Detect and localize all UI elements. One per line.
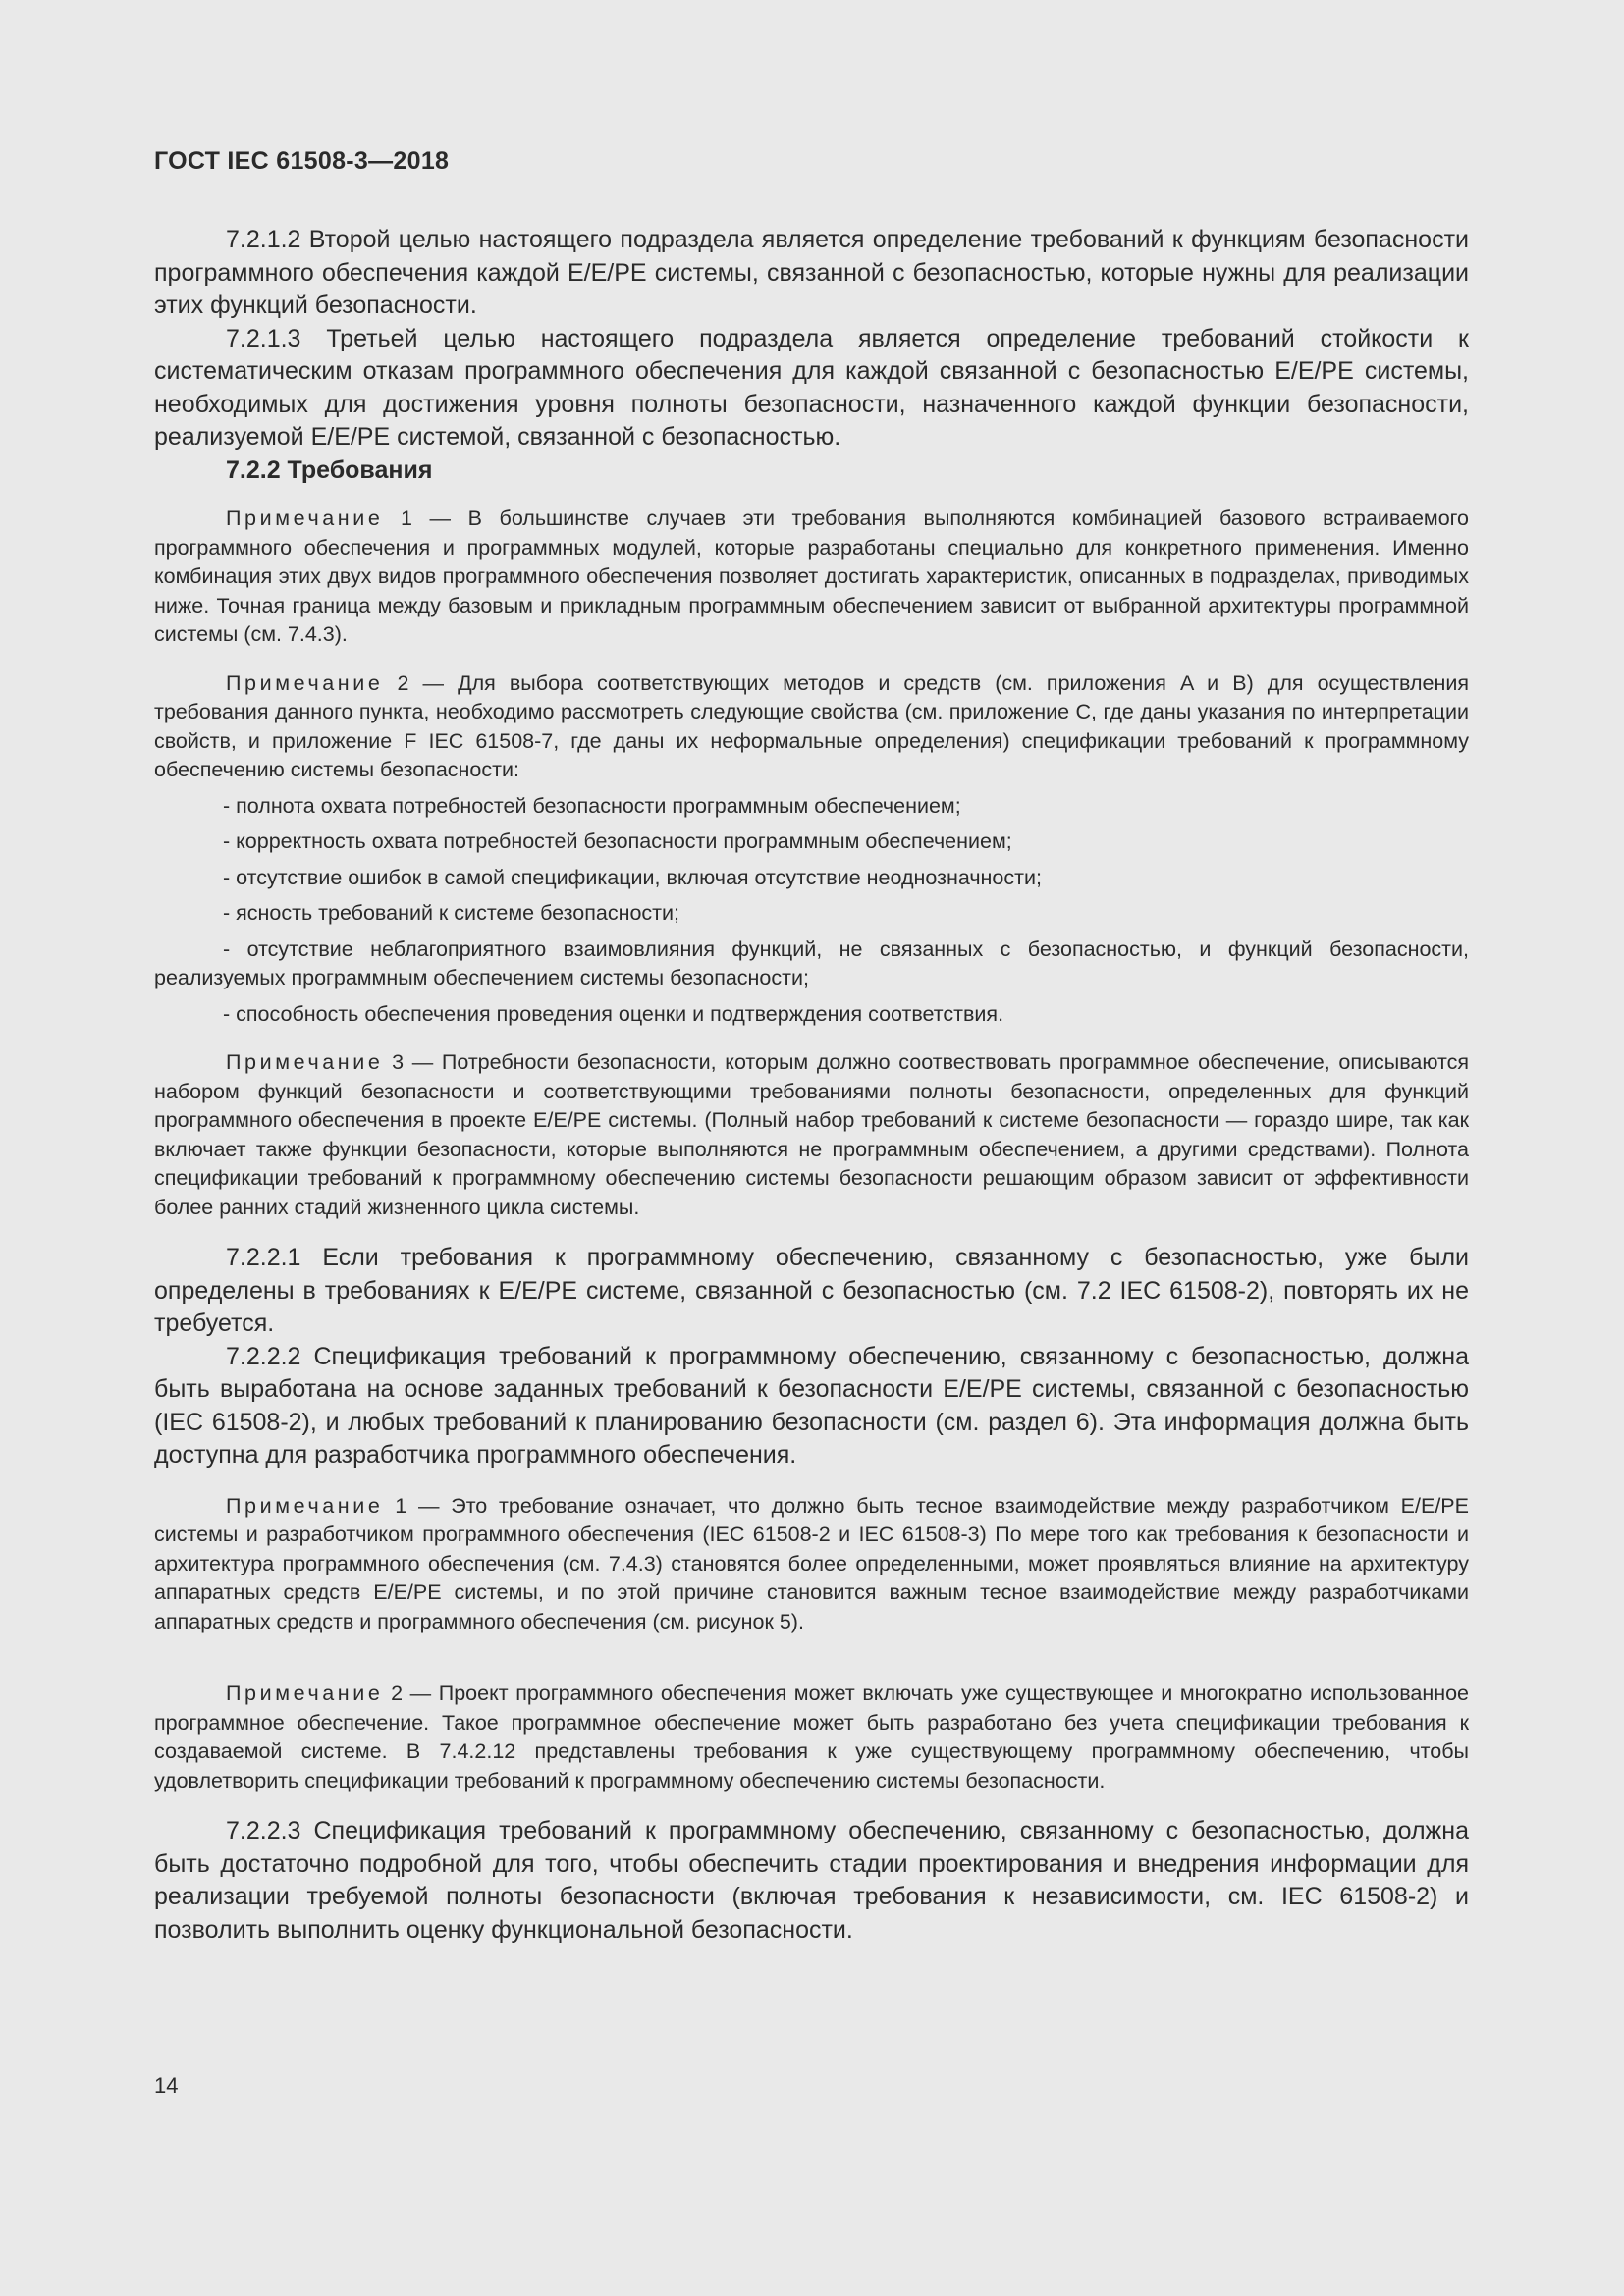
list-item: - способность обеспечения проведения оценки и подтверждения соответствия. xyxy=(154,1000,1469,1030)
list-item: - отсутствие неблагоприятного взаимовлияния функций, не связанных с безопасностью, и функций безопасности, реализуемых программным обеспечением системы безопасности; xyxy=(154,935,1469,993)
note-1-b xyxy=(154,1492,1469,1637)
note-text: 2 — Проект программного обеспечения может включать уже существующее и многократно использованное программное обеспечение. Такое программное обеспечение может быть разработано без учета спецификации требования к создаваемой системе. В 7.4.2.12 представлены требования к уже существующему программному обеспечению, чтобы удовлетворить спецификации требований к программному обеспечению системы безопасности. xyxy=(154,1682,1469,1792)
note-label: Примечание xyxy=(226,670,384,695)
page-content xyxy=(154,224,1469,1947)
note-3 xyxy=(154,1048,1469,1222)
list-item: - отсутствие ошибок в самой спецификации, включая отсутствие неоднозначности; xyxy=(154,864,1469,893)
list-item: - полнота охвата потребностей безопасности программным обеспечением; xyxy=(154,792,1469,822)
document-header: ГОСТ IEC 61508-3—2018 xyxy=(154,147,450,175)
paragraph-7-2-2-2: 7.2.2.2 Спецификация требований к программному обеспечению, связанному с безопасностью, должна быть выработана на основе заданных требований к безопасности E/E/PE системы, связанной с безопасностью (IEC 61508-2), и любых требований к планированию безопасности (см. раздел 6). Эта информация должна быть доступна для разработчика программного обеспечения. xyxy=(154,1342,1469,1468)
list-item: - корректность охвата потребностей безопасности программным обеспечением; xyxy=(154,828,1469,857)
list-item: - ясность требований к системе безопасности; xyxy=(154,899,1469,929)
note-text: 2 — Для выбора соответствующих методов и средств (см. приложения A и B) для осуществления требования данного пункта, необходимо рассмотреть следующие свойства (см. приложение C, где даны указания по интерпретации свойств, и приложение F IEC 61508-7, где даны их неформальные определения) спецификации требований к программному обеспечению системы безопасности: xyxy=(154,670,1469,781)
properties-list xyxy=(154,792,1469,1030)
paragraph-7-2-2-1: 7.2.2.1 Если требования к программному обеспечению, связанному с безопасностью, уже были определены в требованиях к E/E/PE системе, связанной с безопасностью (см. 7.2 IEC 61508-2), повторять их не требуется. xyxy=(154,1244,1469,1337)
note-text: 1 — Это требование означает, что должно быть тесное взаимодействие между разработчиком E/E/PE системы и разработчиком программного обеспечения (IEC 61508-2 и IEC 61508-3) По мере того как требования к безопасности и архитектура программного обеспечения (см. 7.4.3) становятся более определенными, может проявляться влияние на архитектуру аппаратных средств E/E/PE системы, и по этой причине становится важным тесное взаимодействие между разработчиками аппаратных средств и программного обеспечения (см. рисунок 5). xyxy=(154,1493,1469,1633)
note-label: Примечание xyxy=(226,1050,384,1074)
page-number: 14 xyxy=(154,2073,179,2098)
note-label: Примечание xyxy=(226,507,384,530)
paragraph-7-2-1-3: 7.2.1.3 Третьей целью настоящего подраздела является определение требований стойкости к систематическим отказам программного обеспечения для каждой связанной с безопасностью E/E/PE системы, необходимых для достижения уровня полноты безопасности, назначенного каждой функции безопасности, реализуемой E/E/PE системой, связанной с безопасностью. xyxy=(154,324,1469,451)
note-text: 1 — В большинстве случаев эти требования выполняются комбинацией базового встраиваемого программного обеспечения и программных модулей, которые разработаны специально для конкретного применения. Именно комбинация этих двух видов программного обеспечения позволяет достигать характеристик, описанных в подразделах, приводимых ниже. Точная граница между базовым и прикладным программным обеспечением зависит от выбранной архитектуры программной системы (см. 7.4.3). xyxy=(154,507,1469,646)
paragraph-7-2-2-3: 7.2.2.3 Спецификация требований к программному обеспечению, связанному с безопасностью, должна быть достаточно подробной для того, чтобы обеспечить стадии проектирования и внедрения информации для реализации требуемой полноты безопасности (включая требования к независимости, см. IEC 61508-2) и позволить выполнить оценку функциональной безопасности. xyxy=(154,1817,1469,1944)
note-text: 3 — Потребности безопасности, которым должно соотвествовать программное обеспечение, описываются набором функций безопасности и соответствующими требованиями полноты безопасности, определенных для функций программного обеспечения в проекте E/E/PE системы. (Полный набор требований к системе безопасности — гораздо шире, так как включает также функции безопасности, которые выполняются не программным обеспечением, а другими средствами). Полнота спецификации требований к программному обеспечению системы безопасности решающим образом зависит от эффективности более ранних стадий жизненного цикла системы. xyxy=(154,1050,1469,1219)
section-heading-7-2-2: 7.2.2 Требования xyxy=(226,455,433,484)
note-2 xyxy=(154,669,1469,785)
note-label: Примечание xyxy=(226,1682,384,1705)
paragraph-7-2-1-2: 7.2.1.2 Второй целью настоящего подраздела является определение требований к функциям безопасности программного обеспечения каждой E/E/PE системы, связанной с безопасностью, которые нужны для реализации этих функций безопасности. xyxy=(154,226,1469,319)
note-label: Примечание xyxy=(226,1493,384,1518)
note-2-b xyxy=(154,1680,1469,1795)
note-1 xyxy=(154,505,1469,650)
